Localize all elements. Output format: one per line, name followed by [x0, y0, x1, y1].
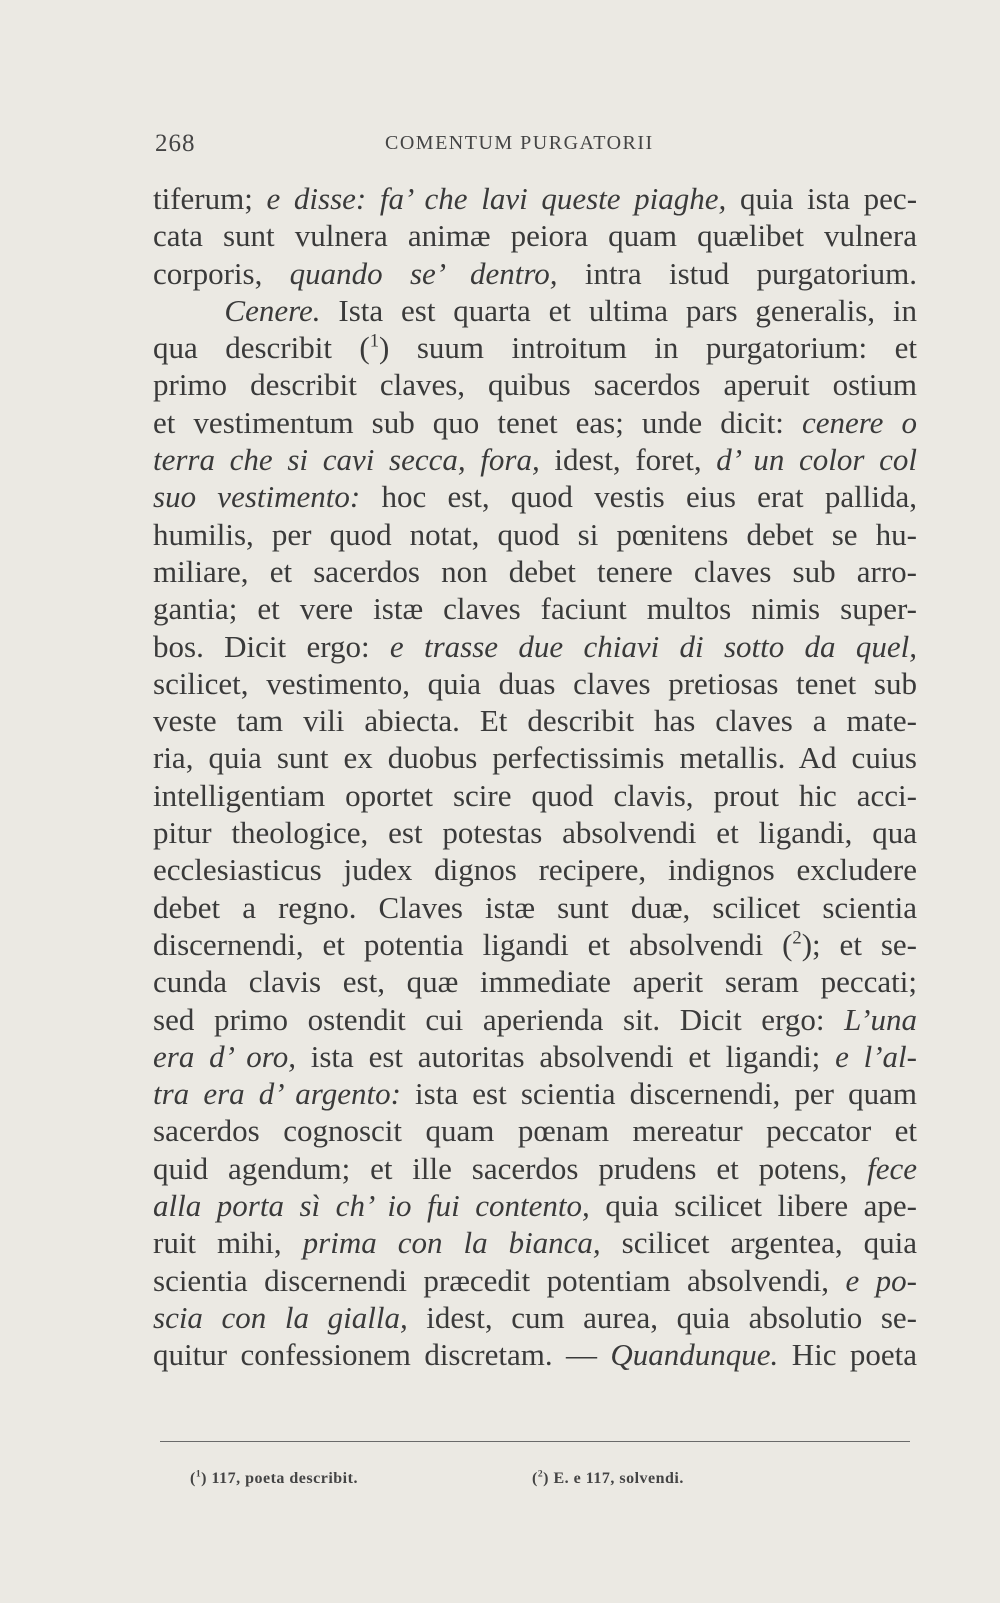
text-segment: ecclesiasticus judex dignos recipere, indignos excludere [153, 852, 917, 888]
text-segment: sed primo ostendit cui aperienda sit. Dicit ergo: [153, 1001, 845, 1037]
text-segment: ista est autoritas absolvendi et ligandi; [295, 1038, 836, 1074]
italic-text: L’una [844, 1001, 917, 1037]
text-line [153, 478, 917, 515]
italic-text: Cenere. [224, 292, 321, 328]
text-line [153, 292, 917, 329]
text-segment: intra istud purgatorium. [557, 255, 917, 291]
italic-text: prima con la bianca, [302, 1225, 601, 1261]
text-segment: scientia discernendi præcedit potentiam absolvendi, [153, 1262, 846, 1298]
text-line [153, 441, 917, 478]
footnote-2: ($^2$) E. e 117, solvendi. [532, 1468, 684, 1487]
text-segment: qua describit ( [153, 330, 370, 366]
italic-text: fece [867, 1150, 917, 1186]
italic-text: d’ un color col [716, 442, 917, 478]
body-text [153, 180, 917, 1374]
text-segment: idest, foret, [539, 442, 717, 478]
text-segment: discernendi, et potentia ligandi et absolvendi ( [153, 926, 793, 962]
text-line [153, 702, 917, 739]
text-segment: ria, quia sunt ex duobus perfectissimis metallis. Ad cuius [153, 740, 917, 776]
text-segment: cata sunt vulnera animæ peiora quam quælibet vulnera [153, 218, 917, 254]
text-line [153, 217, 917, 254]
text-line [153, 926, 917, 963]
footnote-1-text: ) 117, poeta describit. [201, 1470, 358, 1487]
text-segment: sacerdos cognoscit quam pœnam mereatur peccator et [153, 1113, 917, 1149]
text-segment [153, 293, 224, 328]
text-segment: quia scilicet libere ape- [589, 1188, 917, 1224]
text-line [153, 255, 917, 292]
page-number: 268 [155, 130, 196, 157]
text-line [153, 1150, 917, 1187]
italic-text: e trasse due chiavi di sotto da quel, [389, 628, 917, 664]
footnote-1: ($^1$) 117, poeta describit. [190, 1468, 358, 1487]
running-title: COMENTUM PURGATORII [385, 132, 654, 154]
text-line [153, 777, 917, 814]
text-line [153, 851, 917, 888]
text-line [153, 963, 917, 1000]
text-segment: idest, cum aurea, quia absolutio se- [407, 1299, 917, 1335]
text-segment: humilis, per quod notat, quod si pœnitens debet se hu- [153, 516, 917, 552]
italic-text: e po- [845, 1262, 917, 1298]
text-line [153, 590, 917, 627]
text-line [153, 1038, 917, 1075]
text-segment: intelligentiam oportet scire quod clavis, prout hic acci- [153, 777, 917, 813]
text-line [153, 516, 917, 553]
text-line [153, 1112, 917, 1149]
text-segment: primo describit claves, quibus sacerdos aperuit ostium [153, 367, 917, 403]
text-segment: cunda clavis est, quæ immediate aperit seram peccati; [153, 964, 917, 1000]
footnote-reference: 1 [369, 330, 380, 352]
text-line [153, 366, 917, 403]
text-line [153, 1187, 917, 1224]
text-line [153, 1336, 917, 1373]
text-segment: et vestimentum sub quo tenet eas; unde dicit: [153, 404, 802, 440]
italic-text: scia con la gialla, [153, 1299, 408, 1335]
text-line [153, 553, 917, 590]
text-line [153, 1001, 917, 1038]
text-segment: ); et se- [801, 926, 917, 962]
text-segment: scilicet, vestimento, quia duas claves pretiosas tenet sub [153, 665, 917, 701]
text-segment: corporis, [153, 255, 290, 291]
text-line [153, 814, 917, 851]
italic-text: suo vestimento: [153, 479, 361, 515]
text-segment: veste tam vili abiecta. Et describit has claves a mate- [153, 703, 917, 739]
text-segment: quia ista pec- [726, 181, 918, 216]
text-segment: Hic poeta [778, 1337, 917, 1373]
text-segment: quitur confessionem discretam. — [153, 1337, 611, 1373]
text-line [153, 1262, 917, 1299]
italic-text: cenere o [801, 404, 917, 440]
footnote-2-mark: 2 [537, 1468, 544, 1480]
footnote-1-mark: 1 [195, 1468, 202, 1480]
footnote-rule [160, 1441, 910, 1442]
running-head [155, 130, 915, 170]
text-segment: tiferum; [153, 181, 267, 216]
text-segment: ista est scientia discernendi, per quam [400, 1076, 918, 1112]
text-segment: ) suum introitum in purgatorium: et [379, 330, 918, 366]
text-segment: scilicet argentea, quia [600, 1225, 918, 1261]
text-segment: quid agendum; et ille sacerdos prudens et potens, [153, 1150, 868, 1186]
footnote-reference: 2 [792, 927, 802, 949]
text-line [153, 665, 917, 702]
text-segment: miliare, et sacerdos non debet tenere claves sub arro- [153, 553, 917, 589]
text-line [153, 1075, 917, 1112]
text-line [153, 404, 917, 441]
text-line [153, 180, 917, 217]
text-segment: ruit mihi, [153, 1225, 303, 1261]
italic-text: e l’al- [835, 1038, 917, 1074]
text-segment: debet a regno. Claves istæ sunt duæ, scilicet scientia [153, 889, 917, 925]
italic-text: quando se’ dentro, [289, 255, 558, 291]
text-line [153, 889, 917, 926]
text-line [153, 628, 917, 665]
text-segment: pitur theologice, est potestas absolvendi et ligandi, qua [153, 815, 917, 851]
italic-text: e disse: fa’ che lavi queste piaghe, [266, 181, 727, 216]
italic-text: tra era d’ argento: [153, 1076, 401, 1112]
text-segment: bos. Dicit ergo: [153, 628, 390, 664]
text-line [153, 739, 917, 776]
text-line [153, 1224, 917, 1261]
italic-text: Quandunque. [610, 1337, 779, 1373]
footnote-2-text: ) E. e 117, solvendi. [543, 1470, 684, 1487]
text-segment: gantia; et vere istæ claves faciunt multos nimis super- [153, 591, 917, 627]
text-line [153, 1299, 917, 1336]
text-segment: Ista est quarta et ultima pars generalis, in [320, 292, 918, 328]
italic-text: terra che si cavi secca, fora, [153, 442, 540, 478]
text-line [153, 329, 917, 366]
italic-text: alla porta sì ch’ io fui contento, [153, 1188, 590, 1224]
italic-text: era d’ oro, [153, 1038, 296, 1074]
text-segment: hoc est, quod vestis eius erat pallida, [360, 479, 917, 515]
